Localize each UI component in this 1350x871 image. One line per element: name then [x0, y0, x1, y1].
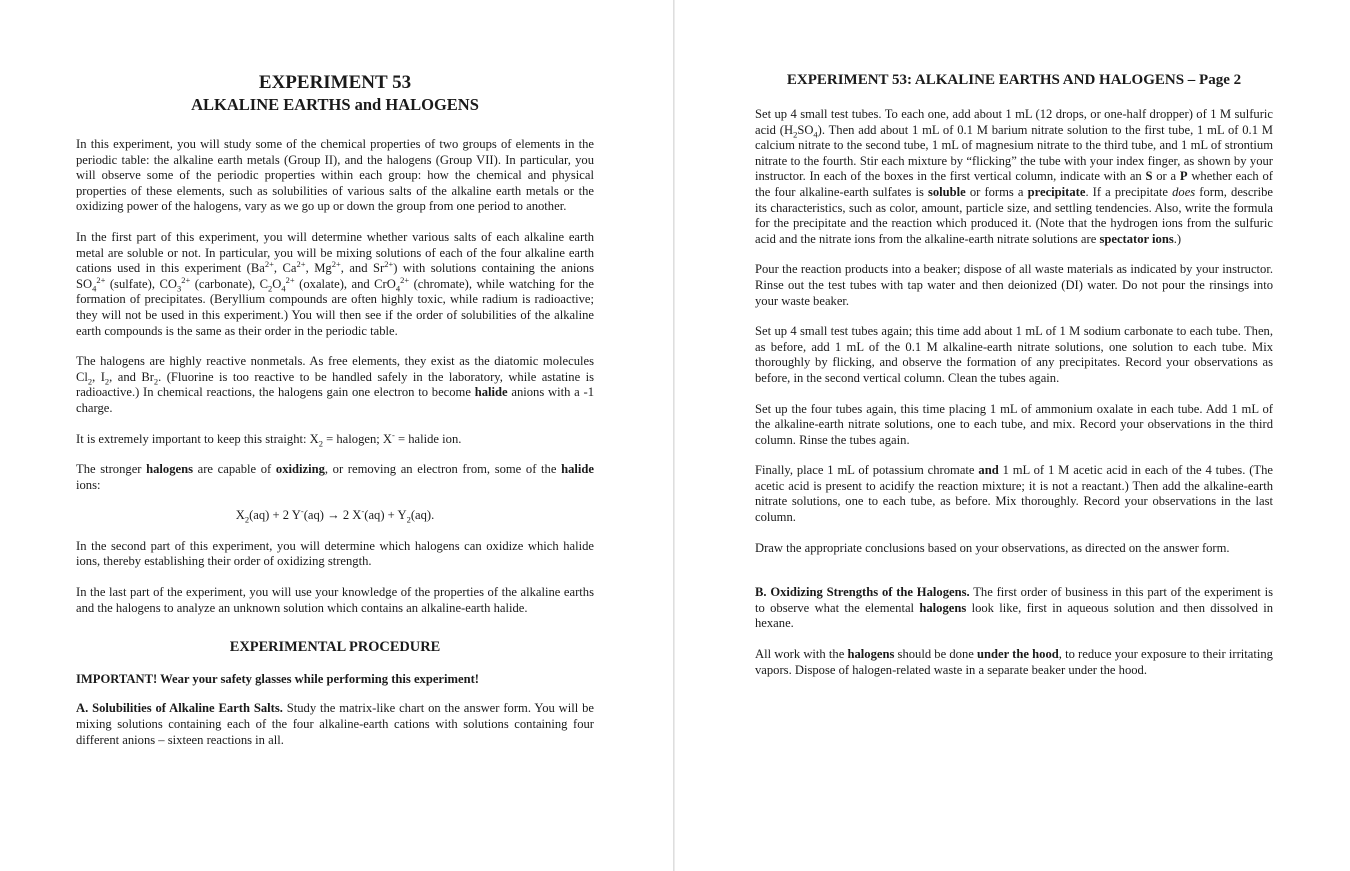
- section-a-paragraph: A. Solubilities of Alkaline Earth Salts. Study the matrix-like chart on the answer form. You will be mixing solutions containing each of the four alkaline-earth cations with solutions containing four different anions – sixteen reactions in all.: [76, 701, 594, 747]
- page2-title: EXPERIMENT 53: ALKALINE EARTHS AND HALOGENS – Page 2: [786, 72, 1242, 88]
- halogens-paragraph: The halogens are highly reactive nonmetals. As free elements, they exist as the diatomic molecules $Cl_2$, $I_2$, and $Br_2$. (Fluorine is too reactive to be handled safely in the laboratory, while astatine is radioactive.) In chemical reactions, the halogens gain one electron to become halide anions with a -1 charge.: [76, 354, 594, 415]
- procedure-heading: EXPERIMENTAL PROCEDURE: [229, 639, 441, 656]
- safety-warning: IMPORTANT! Wear your safety glasses while performing this experiment!: [76, 671, 479, 686]
- page-subtitle: ALKALINE EARTHS and HALOGENS: [191, 95, 479, 114]
- page-title: EXPERIMENT 53: [258, 72, 412, 93]
- hood-safety-paragraph: All work with the halogens should be done under the hood, to reduce your exposure to their irritating vapors. Dispose of halogen-related waste in a separate beaker under the hood.: [755, 647, 1273, 677]
- right-page: [675, 0, 1350, 871]
- sulfate-procedure-paragraph: Set up 4 small test tubes. To each one, add about 1 mL (12 drops, or one-half dropper) of 1 M sulfuric acid $(H_2SO_4)$. Then add about 1 mL of 0.1 M barium nitrate solution to the first tube, 1 mL of 0.1 M calcium nitrate to the second tube, 1 mL of magnesium nitrate to the third tube, and 1 mL of strontium nitrate to the fourth. Stir each mixture by “flicking” the tube with your index finger, as shown by your instructor. In each of the boxes in the first vertical column, indicate with an S or a P whether each of the four alkaline-earth sulfates is soluble or forms a precipitate. If a precipitate does form, describe its characteristics, such as color, amount, particle size, and settling tendencies. Also, write the formula for the precipitate and the reaction which produced it. (Note that the hydrogen ions from the sulfuric acid and the nitrate ions from the alkaline-earth nitrate solutions are spectator ions.): [755, 107, 1273, 246]
- disposal-paragraph: Pour the reaction products into a beaker; dispose of all waste materials as indicated by your instructor. Rinse out the test tubes with tap water and then deionized (DI) water. Do not pour the rinsings into your waste beaker.: [755, 262, 1273, 308]
- left-page-content: [76, 70, 594, 748]
- section-b-paragraph: B. Oxidizing Strengths of the Halogens. The first order of business in this part of the experiment is to observe what the elemental halogens look like, first in aqueous solution and then dissolved in hexane.: [755, 585, 1273, 631]
- conclusions-paragraph: Draw the appropriate conclusions based on your observations, as directed on the answer form.: [755, 540, 1230, 555]
- halogen-equation: $X_2(aq) + 2$ Y-(aq) → 2 $X^-(aq) + Y_2(aq)$.: [235, 506, 435, 525]
- second-part-paragraph: In the second part of this experiment, you will determine which halogens can oxidize which halide ions, thereby establishing their order of oxidizing strength.: [76, 538, 594, 569]
- intro-paragraph: In this experiment, you will study some of the chemical properties of two groups of elements in the periodic table: the alkaline earth metals (Group II), and the halogens (Group VII). In particular, you will observe some of the periodic properties within each group: how the chemical and physical properties of these elements, such as solubilities of various salts of the alkaline earth metals or the oxidizing power of the halogens, vary as we go up or down the group from one period to another.: [76, 137, 594, 214]
- last-part-paragraph: In the last part of the experiment, you will use your knowledge of the properties of the alkaline earths and the halogens to analyze an unknown solution which contains an alkaline-earth halide.: [76, 585, 594, 615]
- chromate-paragraph: Finally, place 1 mL of potassium chromate and 1 mL of 1 M acetic acid in each of the 4 tubes. (The acetic acid is present to acidify the reaction mixture; it is not a reactant.) Then add the alkaline-earth nitrate solutions, one to each tube, as before. Mix thoroughly. Record your observations in the last column.: [755, 463, 1273, 525]
- oxalate-paragraph: Set up the four tubes again, this time placing 1 mL of ammonium oxalate in each tube. Add 1 mL of the alkaline-earth nitrate solutions, one to each tube, and mix. Record your observations in the third column. Rinse the tubes again.: [755, 401, 1273, 447]
- right-page-content: [755, 70, 1273, 678]
- notation-paragraph: It is extremely important to keep this straight: $X_2$ = halogen; X- = halide ion.: [76, 429, 462, 449]
- oxidizing-paragraph: The stronger halogens are capable of oxidizing, or removing an electron from, some of the halide ions:: [76, 462, 594, 492]
- solubility-paragraph: In the first part of this experiment, you will determine whether various salts of each alkaline earth metal are soluble or not. In particular, you will be mixing solutions of each of the four alkaline earth cations used in this experiment ($Ba^{2+}$, $Ca^{2+}$, $Mg^{2+}$, and $Sr^{2+}$) with solutions containing the anions $SO_4^{2+}$ (sulfate), $CO_3^{2+}$ (carbonate), $C_2O_4^{2+}$ (oxalate), and CrO$_4^{2+}$ (chromate), while watching for the formation of precipitates. (Beryllium compounds are often highly toxic, while radium is radioactive; they will not be used in this experiment.) You will then see if the order of solubilities of the alkaline earth compounds is the same as their order in the periodic table.: [76, 229, 595, 338]
- left-page: [0, 0, 673, 871]
- carbonate-paragraph: Set up 4 small test tubes again; this time add about 1 mL of 1 M sodium carbonate to each tube. Then, as before, add 1 mL of the 0.1 M alkaline-earth nitrate solutions, one solution to each tube. Mix thoroughly by flicking, and observe the formation of any precipitates. Record your observations as before, in the second vertical column. Clean the tubes again.: [755, 324, 1273, 385]
